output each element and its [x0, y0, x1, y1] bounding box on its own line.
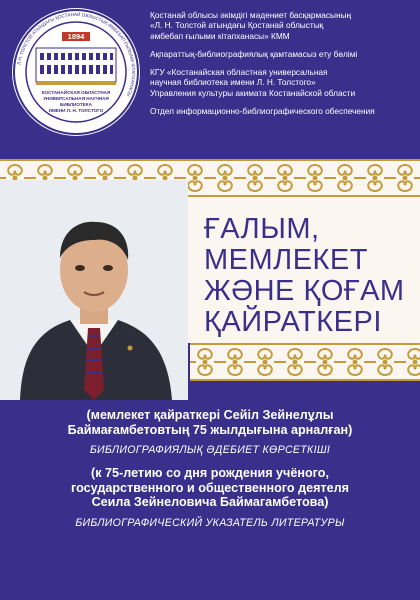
publisher-line: Ақпараттық-библиографиялық қамтамасыз ету бөлімі [150, 48, 358, 59]
publisher-block-kz [150, 10, 412, 41]
library-logo [12, 8, 140, 136]
department-kz [150, 49, 412, 59]
subtitle-kazakh [20, 408, 400, 437]
subtitle-line: государственного и общественного деятеля [71, 480, 349, 495]
kazakh-ornament-icon [190, 343, 420, 381]
publisher-line: КГУ «Костанайская областная универсальная [150, 67, 328, 78]
publisher-info [150, 10, 412, 124]
title-line: ЖӘНЕ ҚОҒАМ [204, 275, 405, 307]
subtitle-line: Сеила Зейнеловича Баймагамбетова) [91, 495, 329, 509]
title-line: МЕМЛЕКЕТ [204, 244, 368, 276]
library-seal-icon [12, 8, 140, 136]
portrait-icon [0, 180, 188, 400]
logo-ring-text: Л.Н. ТОЛСТОЙ АТЫНДАҒЫ ҚОСТАНАЙ ОБЛЫСТЫҚ ӘМБЕБАП ҒЫЛЫМИ КІТАПХАНАСЫ [16, 11, 137, 98]
logo-caption-3: БИБЛИОТЕКА [60, 102, 92, 107]
subtitle-line: Баймағамбетовтың 75 жылдығына арналған) [67, 422, 353, 437]
subtitle-panel [0, 400, 420, 600]
genre-kazakh: БИБЛИОГРАФИЯЛЫҚ ӘДЕБИЕТ КӨРСЕТКІШІ [89, 444, 331, 456]
book-title [204, 214, 404, 338]
title-line: ҚАЙРАТКЕРІ [204, 306, 382, 338]
department-ru [150, 106, 412, 116]
portrait-photo [0, 180, 188, 400]
title-line: ҒАЛЫМ, [204, 213, 320, 245]
genre-russian: БИБЛИОГРАФИЧЕСКИЙ УКАЗАТЕЛЬ ЛИТЕРАТУРЫ [75, 517, 345, 529]
publisher-line: «Л. Н. Толстой атындағы Қостанай облыстық [150, 20, 324, 31]
publisher-line: әмбебап ғылыми кітапханасы» КММ [150, 30, 290, 41]
subtitle-russian [20, 466, 400, 510]
publisher-line: Управления культуры акимата Костанайской области [150, 87, 356, 98]
logo-caption-2: УНИВЕРСАЛЬНАЯ НАУЧНАЯ [43, 96, 109, 101]
publisher-block-ru [150, 67, 412, 98]
subtitle-line: (к 75-летию со дня рождения учёного, [91, 466, 329, 480]
publisher-line: Отдел информационно-библиографического обеспечения [150, 106, 375, 117]
logo-caption-4: ИМЕНИ Л. Н. ТОЛСТОГО [48, 108, 104, 113]
logo-year: 1894 [67, 32, 85, 41]
publisher-line: Қостанай облысы әкімдігі мәдениет басқармасының [150, 10, 352, 20]
header-panel [0, 0, 420, 158]
subtitle-line: (мемлекет қайраткері Сейіл Зейнелұлы [86, 408, 334, 422]
logo-caption-1: КОСТАНАЙСКАЯ ОБЛАСТНАЯ [41, 90, 111, 95]
ornament-band-bottom [190, 343, 420, 381]
publisher-line: научная библиотека имени Л. Н. Толстого» [150, 77, 316, 88]
